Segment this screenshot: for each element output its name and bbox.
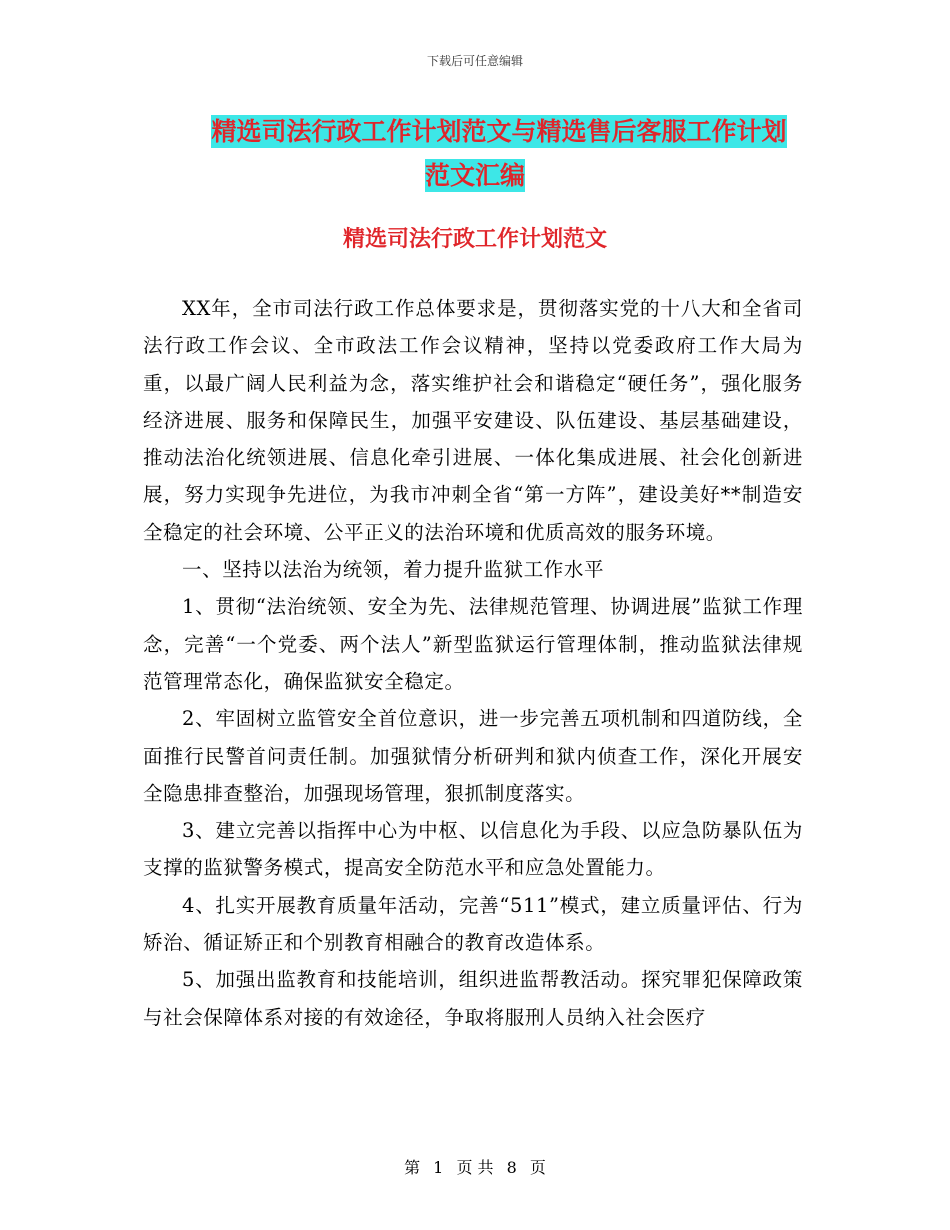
page-label-prefix: 第 [404, 1158, 421, 1177]
document-title [0, 110, 950, 198]
header-note: 下载后可任意编辑 [426, 54, 523, 68]
document-body [143, 290, 803, 1036]
page-label-middle: 页 共 [456, 1158, 494, 1177]
document-title-line2: 范文汇编 [424, 161, 525, 190]
paragraph-heading-1: 一、坚持以法治为统领，着力提升监狱工作水平 [182, 558, 605, 582]
document-title-line1: 精选司法行政工作计划范文与精选售后客服工作计划 [211, 117, 787, 146]
paragraph-item-5: 5、加强出监教育和技能培训，组织进监帮教活动。探究罪犯保障政策与社会保障体系对接的有效途径，争取将服刑人员纳入社会医疗 [143, 968, 803, 1029]
paragraph-item-2: 2、牢固树立监管安全首位意识，进一步完善五项机制和四道防线，全面推行民警首问责任制。加强狱情分析研判和狱内侦查工作，深化开展安全隐患排查整治，加强现场管理，狠抓制度落实。 [143, 707, 803, 805]
paragraph-item-3: 3、建立完善以指挥中心为中枢、以信息化为手段、以应急防暴队伍为支撑的监狱警务模式，提高安全防范水平和应急处置能力。 [143, 819, 803, 880]
page-number-total: 8 [506, 1158, 517, 1177]
section-title: 精选司法行政工作计划范文 [342, 227, 607, 252]
page-number-current: 1 [433, 1158, 444, 1177]
page-footer [0, 1155, 950, 1178]
page-label-suffix: 页 [529, 1158, 546, 1177]
paragraph-item-4: 4、扎实开展教育质量年活动，完善“511”模式，建立质量评估、行为矫治、循证矫正和个别教育相融合的教育改造体系。 [143, 893, 803, 955]
paragraph-item-1: 1、贯彻“法治统领、安全为先、法律规范管理、协调进展”监狱工作理念，完善“一个党委、两个法人”新型监狱运行管理体制，推动监狱法律规范管理常态化，确保监狱安全稳定。 [143, 595, 803, 693]
paragraph-intro: XX年，全市司法行政工作总体要求是，贯彻落实党的十八大和全省司法行政工作会议、全市政法工作会议精神，坚持以党委政府工作大局为重，以最广阔人民利益为念，落实维护社会和谐稳定“硬任务”，强化服务经济进展、服务和保障民生，加强平安建设、队伍建设、基层基础建设，推动法治化统领进展、信息化牵引进展、一体化集成进展、社会化创新进展，努力实现争先进位，为我市冲刺全省“第一方阵”，建设美好**制造安全稳定的社会环境、公平正义的法治环境和优质高效的服务环境。 [143, 297, 803, 544]
